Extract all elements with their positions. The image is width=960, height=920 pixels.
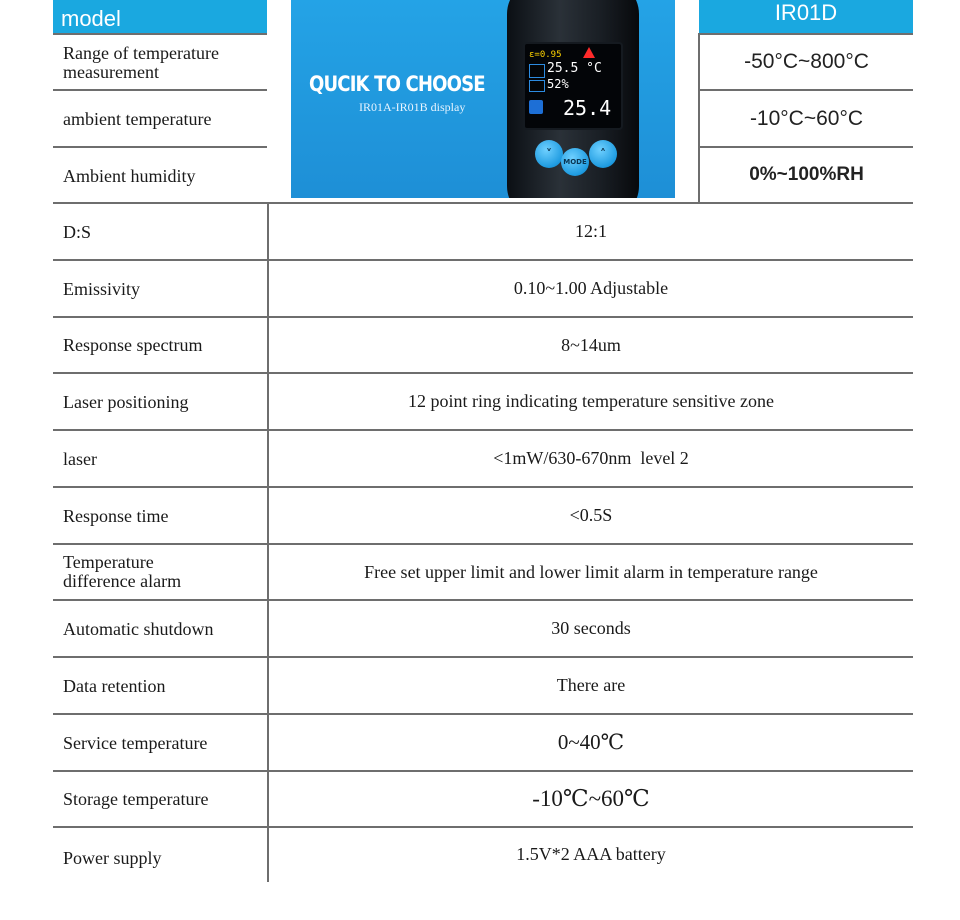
- spec-value: 1.5V*2 AAA battery: [516, 843, 666, 864]
- spec-label: D:S: [63, 221, 92, 242]
- spec-value: -10℃~60℃: [532, 786, 650, 811]
- device-screen: [523, 42, 623, 130]
- spec-label: Range of temperature measurement: [63, 42, 219, 82]
- spec-value: Free set upper limit and lower limit alarm in temperature range: [364, 561, 818, 582]
- spec-value: 0%~100%RH: [749, 164, 864, 185]
- spec-label: Power supply: [63, 848, 162, 868]
- spec-value: <1mW/630-670nm level 2: [493, 448, 689, 468]
- thermometer-icon: [529, 64, 545, 78]
- spec-value: There are: [556, 675, 626, 695]
- spec-value: -10°C~60°C: [749, 106, 864, 130]
- spec-value: 12 point ring indicating temperature sensitive zone: [408, 391, 774, 411]
- divider: [53, 33, 267, 35]
- mode-button[interactable]: [561, 148, 589, 176]
- spec-label: Response time: [63, 505, 169, 526]
- spec-label: Ambient humidity: [63, 165, 196, 186]
- alarm-icon: [583, 47, 595, 58]
- screen-reading: 25.4: [563, 96, 612, 120]
- mode-indicator-icon: [529, 100, 543, 114]
- chevron-down-icon: ˅: [546, 147, 552, 161]
- spec-label: Automatic shutdown: [63, 618, 214, 639]
- spec-label: ambient temperature: [63, 109, 212, 129]
- chevron-up-icon: ˄: [600, 147, 606, 161]
- screen-temp: 25.5 °C: [547, 61, 602, 76]
- spec-value: 0~40℃: [557, 730, 625, 754]
- model-value: IR01D: [774, 0, 838, 25]
- panel-title: QUCIK TO CHOOSE: [309, 72, 485, 96]
- spec-label: Response spectrum: [63, 335, 203, 355]
- spec-value: 8~14um: [561, 334, 621, 355]
- model-header: [53, 0, 267, 34]
- droplet-icon: [529, 80, 545, 92]
- model-label: model: [61, 6, 121, 31]
- spec-value: 30 seconds: [551, 618, 631, 638]
- spec-value: 12:1: [574, 221, 607, 241]
- screen-humidity: 52%: [547, 77, 569, 91]
- product-image-panel: [291, 0, 675, 198]
- spec-value: <0.5S: [569, 505, 613, 525]
- divider: [53, 146, 267, 148]
- panel-subtitle: IR01A-IR01B display: [359, 100, 466, 114]
- down-button[interactable]: [535, 140, 563, 168]
- model-value-header: [699, 0, 913, 34]
- up-button[interactable]: [589, 140, 617, 168]
- spec-label: laser: [63, 448, 97, 469]
- screen-emissivity: ε=0.95: [529, 50, 562, 60]
- spec-label: Storage temperature: [63, 789, 209, 809]
- spec-label: Service temperature: [63, 732, 208, 753]
- spec-label: Laser positioning: [63, 391, 189, 412]
- spec-label: Emissivity: [63, 278, 141, 299]
- mode-button-label: MODE: [563, 158, 587, 166]
- spec-label: Temperature difference alarm: [63, 552, 182, 591]
- spec-value: -50°C~800°C: [744, 50, 869, 73]
- spec-value: 0.10~1.00 Adjustable: [513, 278, 669, 298]
- spec-label: Data retention: [63, 675, 166, 696]
- divider: [53, 89, 267, 91]
